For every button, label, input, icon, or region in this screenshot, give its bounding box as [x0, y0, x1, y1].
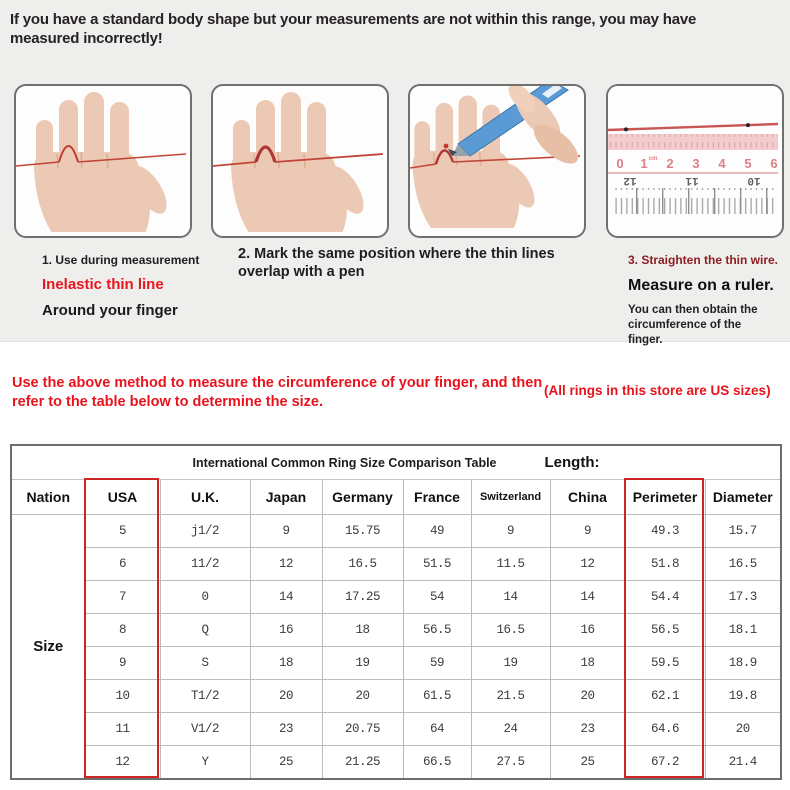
table-cell: 19.8 — [705, 680, 781, 713]
ring-size-table — [10, 444, 782, 780]
table-cell: 11 — [85, 713, 160, 746]
table-cell: 18.9 — [705, 647, 781, 680]
table-cell: 54.4 — [625, 581, 705, 614]
table-cell: 16 — [550, 614, 625, 647]
size-row-label: Size — [11, 515, 85, 779]
table-length-label: Length: — [544, 454, 600, 471]
table-header-row — [11, 480, 781, 515]
step2-caption: 2. Mark the same position where the thin lines overlap with a pen — [238, 246, 555, 281]
thread-mark-dot — [624, 127, 628, 131]
table-cell: 23 — [550, 713, 625, 746]
table-cell: 20 — [322, 680, 403, 713]
table-row — [11, 614, 781, 647]
step1-line2: Inelastic thin line — [42, 276, 164, 293]
ruler-inverted-number: 10 — [747, 174, 761, 186]
column-header-japan: Japan — [250, 480, 322, 515]
column-header-nation: Nation — [11, 480, 85, 515]
table-row — [11, 680, 781, 713]
table-cell: 11.5 — [471, 548, 550, 581]
table-cell: 21.5 — [471, 680, 550, 713]
table-cell: 56.5 — [625, 614, 705, 647]
table-cell: 59.5 — [625, 647, 705, 680]
ring-size-table-container — [10, 444, 780, 780]
table-cell: 16 — [250, 614, 322, 647]
table-cell: Y — [160, 746, 250, 779]
table-cell: 15.7 — [705, 515, 781, 548]
table-cell: 14 — [550, 581, 625, 614]
table-cell: T1/2 — [160, 680, 250, 713]
table-cell: 61.5 — [403, 680, 471, 713]
table-cell: 23 — [250, 713, 322, 746]
table-cell: 54 — [403, 581, 471, 614]
column-header-china: China — [550, 480, 625, 515]
table-cell: 15.75 — [322, 515, 403, 548]
table-cell: 0 — [160, 581, 250, 614]
table-cell: 62.1 — [625, 680, 705, 713]
table-cell: 25 — [550, 746, 625, 779]
table-cell: 64.6 — [625, 713, 705, 746]
column-header-france: France — [403, 480, 471, 515]
table-cell: 18.1 — [705, 614, 781, 647]
table-cell: j1/2 — [160, 515, 250, 548]
page-heading: If you have a standard body shape but your measurements are not within this range, you may have measured incorrectly! — [10, 11, 697, 48]
step3-line3: You can then obtain the circumference of the finger. — [628, 304, 758, 346]
table-row — [11, 548, 781, 581]
table-cell: 49.3 — [625, 515, 705, 548]
column-header-perimeter: Perimeter — [625, 480, 705, 515]
ruler-inverted-number: 11 — [685, 174, 699, 186]
ruler-number: 0 — [616, 156, 624, 171]
table-cell: 6 — [85, 548, 160, 581]
column-header-u-k-: U.K. — [160, 480, 250, 515]
table-cell: 27.5 — [471, 746, 550, 779]
ruler-inverted-number: 12 — [623, 174, 637, 186]
table-cell: 19 — [471, 647, 550, 680]
ruler-number: 5 — [744, 156, 752, 171]
table-cell: 67.2 — [625, 746, 705, 779]
table-cell: 12 — [85, 746, 160, 779]
table-cell: 9 — [85, 647, 160, 680]
table-cell: 20 — [550, 680, 625, 713]
step1-caption-block — [42, 253, 212, 319]
table-cell: 21.25 — [322, 746, 403, 779]
table-cell: 16.5 — [705, 548, 781, 581]
column-header-switzerland: Switzerland — [471, 480, 550, 515]
table-cell: 11/2 — [160, 548, 250, 581]
table-cell: 12 — [550, 548, 625, 581]
hand-with-string-photo — [14, 84, 192, 238]
hand-marked-string-photo — [211, 84, 389, 238]
table-row — [11, 515, 781, 548]
table-cell: 9 — [550, 515, 625, 548]
ruler-number: 4 — [718, 156, 726, 171]
table-cell: 16.5 — [471, 614, 550, 647]
measure-instruction-note: Use the above method to measure the circumference of your finger, and then refer to the table below to determine the size. — [12, 375, 543, 410]
table-cell: 18 — [550, 647, 625, 680]
step1-line1: 1. Use during measurement — [42, 253, 200, 267]
thread-mark-dot — [746, 123, 750, 127]
ruler-number: 2 — [666, 156, 674, 171]
table-cell: 20 — [250, 680, 322, 713]
table-title: International Common Ring Size Comparison Table — [192, 455, 497, 470]
us-sizes-note: (All rings in this store are US sizes) — [544, 383, 771, 398]
table-cell: Q — [160, 614, 250, 647]
hand-pen-marking-photo — [408, 84, 586, 238]
table-cell: 49 — [403, 515, 471, 548]
table-cell: 20.75 — [322, 713, 403, 746]
table-cell: 17.3 — [705, 581, 781, 614]
table-cell: 51.5 — [403, 548, 471, 581]
table-cell: 18 — [250, 647, 322, 680]
table-cell: 5 — [85, 515, 160, 548]
column-header-usa: USA — [85, 480, 160, 515]
table-row — [11, 647, 781, 680]
ruler-photo — [606, 84, 784, 238]
ruler-number: 3 — [692, 156, 700, 171]
table-cell: 21.4 — [705, 746, 781, 779]
step3-line2: Measure on a ruler. — [628, 277, 774, 294]
table-cell: 20 — [705, 713, 781, 746]
table-cell: S — [160, 647, 250, 680]
column-header-diameter: Diameter — [705, 480, 781, 515]
pen-marking-illustration — [410, 86, 580, 232]
table-cell: 14 — [471, 581, 550, 614]
table-cell: 8 — [85, 614, 160, 647]
table-cell: 14 — [250, 581, 322, 614]
ruler-number: 6 — [770, 156, 778, 171]
table-cell: 19 — [322, 647, 403, 680]
table-row — [11, 581, 781, 614]
hand-marked-illustration — [213, 86, 383, 232]
table-cell: 56.5 — [403, 614, 471, 647]
table-cell: 18 — [322, 614, 403, 647]
table-cell: 59 — [403, 647, 471, 680]
table-cell: 64 — [403, 713, 471, 746]
table-cell: 51.8 — [625, 548, 705, 581]
table-cell: 10 — [85, 680, 160, 713]
step1-line3: Around your finger — [42, 302, 178, 319]
table-cell: 7 — [85, 581, 160, 614]
hand-string-illustration — [16, 86, 186, 232]
table-cell: 9 — [250, 515, 322, 548]
table-cell: 24 — [471, 713, 550, 746]
table-cell: 17.25 — [322, 581, 403, 614]
table-cell: V1/2 — [160, 713, 250, 746]
table-cell: 25 — [250, 746, 322, 779]
column-header-germany: Germany — [322, 480, 403, 515]
table-cell: 16.5 — [322, 548, 403, 581]
table-row — [11, 746, 781, 779]
table-row — [11, 713, 781, 746]
ruler-cm-label: cm — [648, 156, 658, 162]
table-cell: 9 — [471, 515, 550, 548]
instructions-panel — [0, 0, 790, 346]
table-cell: 12 — [250, 548, 322, 581]
table-cell: 66.5 — [403, 746, 471, 779]
step3-caption-block — [628, 253, 783, 348]
ruler-number: 1 — [640, 156, 648, 171]
step3-line1: 3. Straighten the thin wire. — [628, 253, 779, 267]
ruler-illustration — [608, 86, 778, 232]
table-title-row — [11, 445, 781, 480]
